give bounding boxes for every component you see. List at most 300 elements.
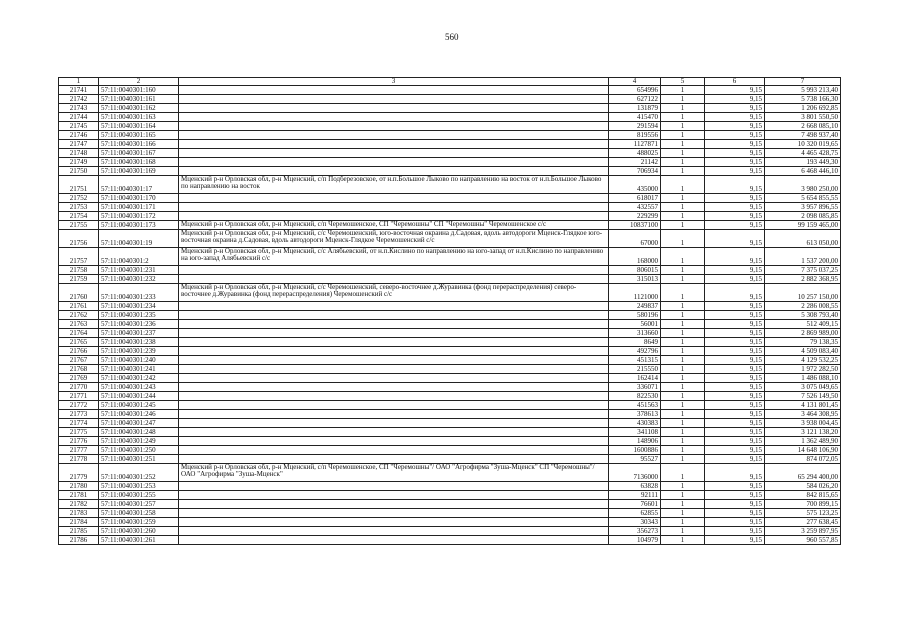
value-cell: 5 738 166,30 <box>765 95 841 104</box>
cadastral-number-cell: 57:11:0040301:171 <box>99 203 179 212</box>
row-number-cell: 21765 <box>59 338 99 347</box>
rate-cell: 9,15 <box>705 140 765 149</box>
rate-cell: 9,15 <box>705 203 765 212</box>
rate-cell: 9,15 <box>705 536 765 545</box>
count-cell: 1 <box>661 248 705 266</box>
address-cell <box>179 428 609 437</box>
count-cell: 1 <box>661 428 705 437</box>
area-cell: 580196 <box>609 311 661 320</box>
rate-cell: 9,15 <box>705 509 765 518</box>
row-number-cell: 21760 <box>59 284 99 302</box>
rate-cell: 9,15 <box>705 266 765 275</box>
count-cell: 1 <box>661 491 705 500</box>
cadastral-number-cell: 57:11:0040301:242 <box>99 374 179 383</box>
row-number-cell: 21742 <box>59 95 99 104</box>
area-cell: 10837100 <box>609 221 661 230</box>
rate-cell: 9,15 <box>705 437 765 446</box>
row-number-cell: 21762 <box>59 311 99 320</box>
value-cell: 3 464 308,95 <box>765 410 841 419</box>
value-cell: 277 638,45 <box>765 518 841 527</box>
cadastral-number-cell: 57:11:0040301:170 <box>99 194 179 203</box>
count-cell: 1 <box>661 482 705 491</box>
value-cell: 3 801 550,50 <box>765 113 841 122</box>
page-number: 560 <box>445 32 459 42</box>
value-cell: 1 486 088,10 <box>765 374 841 383</box>
row-number-cell: 21748 <box>59 149 99 158</box>
count-cell: 1 <box>661 266 705 275</box>
value-cell: 2 098 085,85 <box>765 212 841 221</box>
address-cell <box>179 140 609 149</box>
cadastral-number-cell: 57:11:0040301:252 <box>99 464 179 482</box>
rate-cell: 9,15 <box>705 347 765 356</box>
area-cell: 56001 <box>609 320 661 329</box>
table-row <box>59 338 841 347</box>
rate-cell: 9,15 <box>705 500 765 509</box>
table-row <box>59 95 841 104</box>
rate-cell: 9,15 <box>705 410 765 419</box>
count-cell: 1 <box>661 203 705 212</box>
row-number-cell: 21749 <box>59 158 99 167</box>
cadastral-number-cell: 57:11:0040301:164 <box>99 122 179 131</box>
address-cell <box>179 266 609 275</box>
area-cell: 415470 <box>609 113 661 122</box>
value-cell: 3 938 004,45 <box>765 419 841 428</box>
value-cell: 79 138,35 <box>765 338 841 347</box>
table-row <box>59 158 841 167</box>
row-number-cell: 21764 <box>59 329 99 338</box>
rate-cell: 9,15 <box>705 338 765 347</box>
rate-cell: 9,15 <box>705 194 765 203</box>
row-number-cell: 21783 <box>59 509 99 518</box>
table-row <box>59 149 841 158</box>
count-cell: 1 <box>661 500 705 509</box>
address-cell <box>179 518 609 527</box>
table-row <box>59 437 841 446</box>
table-row <box>59 230 841 248</box>
area-cell: 706934 <box>609 167 661 176</box>
cadastral-number-cell: 57:11:0040301:248 <box>99 428 179 437</box>
row-number-cell: 21756 <box>59 230 99 248</box>
rate-cell: 9,15 <box>705 365 765 374</box>
cadastral-number-cell: 57:11:0040301:166 <box>99 140 179 149</box>
column-header: 2 <box>99 78 179 86</box>
area-cell: 618017 <box>609 194 661 203</box>
row-number-cell: 21775 <box>59 428 99 437</box>
value-cell: 3 980 250,00 <box>765 176 841 194</box>
table-row <box>59 518 841 527</box>
table-row <box>59 536 841 545</box>
table-row <box>59 347 841 356</box>
row-number-cell: 21786 <box>59 536 99 545</box>
table-row <box>59 509 841 518</box>
address-cell <box>179 455 609 464</box>
address-cell <box>179 536 609 545</box>
address-cell <box>179 302 609 311</box>
area-cell: 249837 <box>609 302 661 311</box>
area-cell: 215550 <box>609 365 661 374</box>
value-cell: 1 537 200,00 <box>765 248 841 266</box>
address-cell: Мценский р-н Орловская обл, р-н Мценский, с/п Черемошенское, СП "Черемошны" СП "Черемошны" Черемошенское с/с <box>179 221 609 230</box>
value-cell: 193 449,30 <box>765 158 841 167</box>
row-number-cell: 21741 <box>59 86 99 95</box>
table-row <box>59 86 841 95</box>
area-cell: 341108 <box>609 428 661 437</box>
table-row <box>59 401 841 410</box>
value-cell: 2 668 085,10 <box>765 122 841 131</box>
count-cell: 1 <box>661 419 705 428</box>
count-cell: 1 <box>661 158 705 167</box>
area-cell: 488025 <box>609 149 661 158</box>
address-cell <box>179 275 609 284</box>
area-cell: 30343 <box>609 518 661 527</box>
row-number-cell: 21757 <box>59 248 99 266</box>
table-row <box>59 329 841 338</box>
row-number-cell: 21745 <box>59 122 99 131</box>
row-number-cell: 21746 <box>59 131 99 140</box>
cadastral-number-cell: 57:11:0040301:173 <box>99 221 179 230</box>
rate-cell: 9,15 <box>705 230 765 248</box>
row-number-cell: 21767 <box>59 356 99 365</box>
row-number-cell: 21777 <box>59 446 99 455</box>
count-cell: 1 <box>661 221 705 230</box>
column-header: 1 <box>59 78 99 86</box>
cadastral-number-cell: 57:11:0040301:236 <box>99 320 179 329</box>
address-cell <box>179 365 609 374</box>
cadastral-number-cell: 57:11:0040301:167 <box>99 149 179 158</box>
cadastral-number-cell: 57:11:0040301:261 <box>99 536 179 545</box>
table-row <box>59 248 841 266</box>
area-cell: 131879 <box>609 104 661 113</box>
rate-cell: 9,15 <box>705 482 765 491</box>
address-cell <box>179 419 609 428</box>
rate-cell: 9,15 <box>705 275 765 284</box>
row-number-cell: 21761 <box>59 302 99 311</box>
value-cell: 512 409,15 <box>765 320 841 329</box>
rate-cell: 9,15 <box>705 284 765 302</box>
address-cell: Мценский р-н Орловская обл, р-н Мценский, с/с Черемошенский, юго-восточная окраина д.Садовая, вдоль автодороги Мценск-Глядкое юго-восточная окраина д.Садовая, вдоль автодороги Мценск-Глядкое Черемошенский с/с <box>179 230 609 248</box>
rate-cell: 9,15 <box>705 167 765 176</box>
value-cell: 1 362 489,90 <box>765 437 841 446</box>
row-number-cell: 21751 <box>59 176 99 194</box>
area-cell: 627122 <box>609 95 661 104</box>
area-cell: 654996 <box>609 86 661 95</box>
cadastral-number-cell: 57:11:0040301:237 <box>99 329 179 338</box>
cadastral-number-cell: 57:11:0040301:161 <box>99 95 179 104</box>
column-header: 5 <box>661 78 705 86</box>
rate-cell: 9,15 <box>705 419 765 428</box>
count-cell: 1 <box>661 122 705 131</box>
row-number-cell: 21768 <box>59 365 99 374</box>
address-cell: Мценский р-н Орловская обл, р-н Мценский, с/п Черемошенское, СП "Черемошны"/ ОАО "Агрофирма "Зуша-Мценск" СП "Черемошны"/ ОАО "Агрофирма "Зуша-Мценск" <box>179 464 609 482</box>
count-cell: 1 <box>661 338 705 347</box>
row-number-cell: 21774 <box>59 419 99 428</box>
cadastral-number-cell: 57:11:0040301:168 <box>99 158 179 167</box>
rate-cell: 9,15 <box>705 131 765 140</box>
rate-cell: 9,15 <box>705 392 765 401</box>
value-cell: 842 815,65 <box>765 491 841 500</box>
address-cell <box>179 194 609 203</box>
count-cell: 1 <box>661 131 705 140</box>
cadastral-number-cell: 57:11:0040301:251 <box>99 455 179 464</box>
area-cell: 432557 <box>609 203 661 212</box>
count-cell: 1 <box>661 275 705 284</box>
row-number-cell: 21763 <box>59 320 99 329</box>
value-cell: 5 993 213,40 <box>765 86 841 95</box>
row-number-cell: 21754 <box>59 212 99 221</box>
rate-cell: 9,15 <box>705 527 765 536</box>
register-table <box>58 77 841 545</box>
area-cell: 806015 <box>609 266 661 275</box>
value-cell: 1 972 282,50 <box>765 365 841 374</box>
cadastral-number-cell: 57:11:0040301:240 <box>99 356 179 365</box>
address-cell <box>179 500 609 509</box>
cadastral-number-cell: 57:11:0040301:260 <box>99 527 179 536</box>
rate-cell: 9,15 <box>705 455 765 464</box>
area-cell: 1600886 <box>609 446 661 455</box>
address-cell <box>179 149 609 158</box>
count-cell: 1 <box>661 86 705 95</box>
value-cell: 2 286 008,55 <box>765 302 841 311</box>
rate-cell: 9,15 <box>705 446 765 455</box>
count-cell: 1 <box>661 212 705 221</box>
count-cell: 1 <box>661 410 705 419</box>
value-cell: 3 075 049,65 <box>765 383 841 392</box>
row-number-cell: 21785 <box>59 527 99 536</box>
count-cell: 1 <box>661 140 705 149</box>
value-cell: 575 123,25 <box>765 509 841 518</box>
count-cell: 1 <box>661 284 705 302</box>
value-cell: 960 557,85 <box>765 536 841 545</box>
value-cell: 7 498 937,40 <box>765 131 841 140</box>
area-cell: 315013 <box>609 275 661 284</box>
table-row <box>59 311 841 320</box>
address-cell <box>179 356 609 365</box>
address-cell <box>179 131 609 140</box>
value-cell: 3 259 897,95 <box>765 527 841 536</box>
table-row <box>59 464 841 482</box>
address-cell <box>179 446 609 455</box>
row-number-cell: 21782 <box>59 500 99 509</box>
cadastral-number-cell: 57:11:0040301:244 <box>99 392 179 401</box>
rate-cell: 9,15 <box>705 329 765 338</box>
rate-cell: 9,15 <box>705 95 765 104</box>
area-cell: 819556 <box>609 131 661 140</box>
rate-cell: 9,15 <box>705 374 765 383</box>
rate-cell: 9,15 <box>705 491 765 500</box>
row-number-cell: 21772 <box>59 401 99 410</box>
cadastral-number-cell: 57:11:0040301:250 <box>99 446 179 455</box>
count-cell: 1 <box>661 464 705 482</box>
cadastral-number-cell: 57:11:0040301:160 <box>99 86 179 95</box>
address-cell <box>179 95 609 104</box>
row-number-cell: 21753 <box>59 203 99 212</box>
rate-cell: 9,15 <box>705 356 765 365</box>
value-cell: 5 308 793,40 <box>765 311 841 320</box>
address-cell <box>179 212 609 221</box>
area-cell: 822530 <box>609 392 661 401</box>
cadastral-number-cell: 57:11:0040301:259 <box>99 518 179 527</box>
column-number-row <box>59 78 841 86</box>
area-cell: 435000 <box>609 176 661 194</box>
address-cell: Мценский р-н Орловская обл, р-н Мценский, с/с Черемошенский, северо-восточнее д.Журавинка (фонд перераспределения) северо-восточнее д.Журавинка (фонд перераспределения) Черемошенский с/с <box>179 284 609 302</box>
table-row <box>59 284 841 302</box>
cadastral-number-cell: 57:11:0040301:243 <box>99 383 179 392</box>
table-row <box>59 176 841 194</box>
row-number-cell: 21781 <box>59 491 99 500</box>
address-cell <box>179 347 609 356</box>
area-cell: 430383 <box>609 419 661 428</box>
value-cell: 65 294 400,00 <box>765 464 841 482</box>
count-cell: 1 <box>661 365 705 374</box>
address-cell <box>179 401 609 410</box>
value-cell: 3 121 138,20 <box>765 428 841 437</box>
area-cell: 92111 <box>609 491 661 500</box>
area-cell: 63828 <box>609 482 661 491</box>
value-cell: 6 468 446,10 <box>765 167 841 176</box>
rate-cell: 9,15 <box>705 104 765 113</box>
area-cell: 229299 <box>609 212 661 221</box>
row-number-cell: 21773 <box>59 410 99 419</box>
value-cell: 4 465 428,75 <box>765 149 841 158</box>
area-cell: 21142 <box>609 158 661 167</box>
count-cell: 1 <box>661 437 705 446</box>
count-cell: 1 <box>661 167 705 176</box>
row-number-cell: 21744 <box>59 113 99 122</box>
rate-cell: 9,15 <box>705 311 765 320</box>
area-cell: 291594 <box>609 122 661 131</box>
table-row <box>59 221 841 230</box>
cadastral-number-cell: 57:11:0040301:169 <box>99 167 179 176</box>
register-rows <box>59 86 841 545</box>
cadastral-number-cell: 57:11:0040301:253 <box>99 482 179 491</box>
area-cell: 168000 <box>609 248 661 266</box>
count-cell: 1 <box>661 104 705 113</box>
rate-cell: 9,15 <box>705 320 765 329</box>
table-row <box>59 419 841 428</box>
address-cell <box>179 158 609 167</box>
column-header: 7 <box>765 78 841 86</box>
area-cell: 148906 <box>609 437 661 446</box>
table-row <box>59 266 841 275</box>
cadastral-number-cell: 57:11:0040301:238 <box>99 338 179 347</box>
row-number-cell: 21766 <box>59 347 99 356</box>
table-row <box>59 392 841 401</box>
value-cell: 584 026,20 <box>765 482 841 491</box>
address-cell <box>179 491 609 500</box>
count-cell: 1 <box>661 176 705 194</box>
area-cell: 492796 <box>609 347 661 356</box>
value-cell: 4 129 532,25 <box>765 356 841 365</box>
column-header: 4 <box>609 78 661 86</box>
address-cell <box>179 392 609 401</box>
row-number-cell: 21769 <box>59 374 99 383</box>
count-cell: 1 <box>661 518 705 527</box>
value-cell: 2 882 368,95 <box>765 275 841 284</box>
rate-cell: 9,15 <box>705 518 765 527</box>
address-cell <box>179 509 609 518</box>
table-row <box>59 320 841 329</box>
rate-cell: 9,15 <box>705 149 765 158</box>
cadastral-number-cell: 57:11:0040301:232 <box>99 275 179 284</box>
address-cell <box>179 527 609 536</box>
value-cell: 5 654 855,55 <box>765 194 841 203</box>
address-cell <box>179 104 609 113</box>
area-cell: 104979 <box>609 536 661 545</box>
area-cell: 76601 <box>609 500 661 509</box>
count-cell: 1 <box>661 356 705 365</box>
rate-cell: 9,15 <box>705 401 765 410</box>
address-cell: Мценский р-н Орловская обл, р-н Мценский, с/с Алябьевский, от н.п.Кислино по направлению на юго-запад от н.п.Кислино по направлению на юго-запад Алябьевский с/с <box>179 248 609 266</box>
cadastral-number-cell: 57:11:0040301:163 <box>99 113 179 122</box>
area-cell: 336071 <box>609 383 661 392</box>
column-header: 3 <box>179 78 609 86</box>
value-cell: 700 899,15 <box>765 500 841 509</box>
cadastral-number-cell: 57:11:0040301:231 <box>99 266 179 275</box>
rate-cell: 9,15 <box>705 86 765 95</box>
rate-cell: 9,15 <box>705 158 765 167</box>
count-cell: 1 <box>661 302 705 311</box>
value-cell: 4 131 801,45 <box>765 401 841 410</box>
column-header: 6 <box>705 78 765 86</box>
table-row <box>59 500 841 509</box>
address-cell <box>179 329 609 338</box>
table-row <box>59 527 841 536</box>
row-number-cell: 21780 <box>59 482 99 491</box>
count-cell: 1 <box>661 329 705 338</box>
table-row <box>59 104 841 113</box>
value-cell: 10 320 019,65 <box>765 140 841 149</box>
count-cell: 1 <box>661 446 705 455</box>
cadastral-number-cell: 57:11:0040301:246 <box>99 410 179 419</box>
table-row <box>59 302 841 311</box>
value-cell: 7 375 037,25 <box>765 266 841 275</box>
area-cell: 313660 <box>609 329 661 338</box>
count-cell: 1 <box>661 401 705 410</box>
row-number-cell: 21747 <box>59 140 99 149</box>
rate-cell: 9,15 <box>705 428 765 437</box>
row-number-cell: 21759 <box>59 275 99 284</box>
address-cell <box>179 338 609 347</box>
value-cell: 3 957 896,55 <box>765 203 841 212</box>
table-row <box>59 212 841 221</box>
cadastral-number-cell: 57:11:0040301:233 <box>99 284 179 302</box>
table-row <box>59 113 841 122</box>
rate-cell: 9,15 <box>705 383 765 392</box>
area-cell: 1127871 <box>609 140 661 149</box>
cadastral-number-cell: 57:11:0040301:257 <box>99 500 179 509</box>
scan-noise-strip <box>0 14 905 20</box>
rate-cell: 9,15 <box>705 464 765 482</box>
table-row <box>59 446 841 455</box>
address-cell <box>179 311 609 320</box>
area-cell: 162414 <box>609 374 661 383</box>
address-cell <box>179 437 609 446</box>
rate-cell: 9,15 <box>705 221 765 230</box>
table-row <box>59 365 841 374</box>
table-row <box>59 410 841 419</box>
cadastral-number-cell: 57:11:0040301:172 <box>99 212 179 221</box>
table-row <box>59 383 841 392</box>
address-cell <box>179 410 609 419</box>
count-cell: 1 <box>661 320 705 329</box>
table-row <box>59 356 841 365</box>
row-number-cell: 21755 <box>59 221 99 230</box>
cadastral-number-cell: 57:11:0040301:19 <box>99 230 179 248</box>
count-cell: 1 <box>661 347 705 356</box>
address-cell <box>179 203 609 212</box>
count-cell: 1 <box>661 392 705 401</box>
count-cell: 1 <box>661 113 705 122</box>
